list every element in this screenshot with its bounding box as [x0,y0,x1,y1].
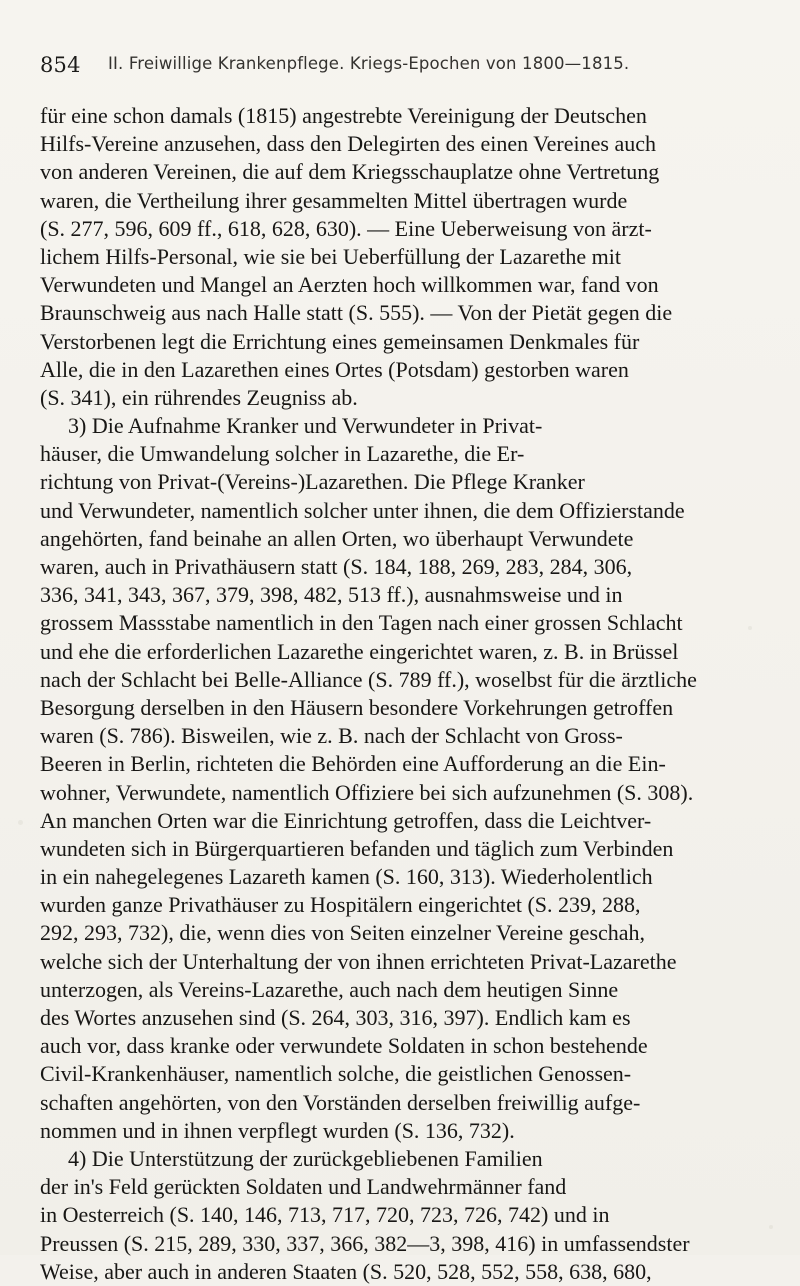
text-line: angehörten, fand beinahe an allen Orten, wo überhaupt Verwundete [40,525,634,551]
text-line: Beeren in Berlin, richteten die Behörden eine Aufforderung an die Ein- [40,751,666,777]
text-line: und Verwundeter, namentlich solcher unter ihnen, die dem Offizierstande [40,497,685,523]
page-number: 854 [40,53,81,77]
text-line: unterzogen, als Vereins-Lazarethe, auch nach dem heutigen Sinne [40,976,619,1002]
text-line: Preussen (S. 215, 289, 330, 337, 366, 382—3, 398, 416) in umfassendster [40,1230,690,1256]
text-line: An manchen Orten war die Einrichtung getroffen, dass die Leichtver- [40,807,652,833]
text-line: Weise, aber auch in anderen Staaten (S. 520, 528, 552, 558, 638, 680, [40,1258,652,1284]
text-line: waren, die Vertheilung ihrer gesammelten Mittel übertragen wurde [40,187,628,213]
text-line: lichem Hilfs-Personal, wie sie bei Ueberfüllung der Lazarethe mit [40,243,621,269]
text-line: Civil-Krankenhäuser, namentlich solche, die geistlichen Genossen- [40,1061,632,1087]
text-line: in Oesterreich (S. 140, 146, 713, 717, 720, 723, 726, 742) und in [40,1202,610,1228]
text-line: auch vor, dass kranke oder verwundete Soldaten in schon bestehende [40,1033,648,1059]
text-line: und ehe die erforderlichen Lazarethe eingerichtet waren, z. B. in Brüssel [40,638,679,664]
text-line: 336, 341, 343, 367, 379, 398, 482, 513 ff.), ausnahmsweise und in [40,582,623,608]
text-line: Alle, die in den Lazarethen eines Ortes (Potsdam) gestorben waren [40,356,629,382]
text-line: für eine schon damals (1815) angestrebte Vereinigung der Deutschen [40,103,647,128]
text-line: von anderen Vereinen, die auf dem Kriegsschauplatze ohne Vertretung [40,159,660,185]
section-heading-line: richtung von Privat-(Vereins-)Lazarethen. Die Pflege Kranker [40,469,585,495]
paper-stain [18,820,23,825]
text-line: waren, auch in Privathäusern statt (S. 184, 188, 269, 283, 284, 306, [40,554,633,579]
body-text [40,102,765,1286]
text-line: Braunschweig aus nach Halle statt (S. 555). — Von der Pietät gegen die [40,300,673,326]
section-heading-line: 3) Die Aufnahme Kranker und Verwundeter in Privat- [68,413,543,439]
section-heading-line: 4) Die Unterstützung der zurückgebliebenen Familien [68,1145,543,1171]
text-line: grossem Massstabe namentlich in den Tagen nach einer grossen Schlacht [40,610,683,636]
text-line: 292, 293, 732), die, wenn dies von Seiten einzelner Vereine geschah, [40,920,646,946]
section-heading-line: der in's Feld gerückten Soldaten und Landwehrmänner fand [40,1174,567,1200]
text-line: Hilfs-Vereine anzusehen, dass den Delegirten des einen Vereines auch [40,131,656,157]
page-header [40,53,760,81]
paper-stain [769,1225,773,1229]
text-line: Verstorbenen legt die Errichtung eines gemeinsamen Denkmales für [40,328,640,354]
text-line: nommen und in ihnen verpflegt wurden (S. 136, 732). [40,1117,515,1143]
text-line: welche sich der Unterhaltung der von ihnen errichteten Privat-Lazarethe [40,948,677,974]
text-line: Besorgung derselben in den Häusern besondere Vorkehrungen getroffen [40,694,674,720]
text-line: (S. 277, 596, 609 ff., 618, 628, 630). — Eine Ueberweisung von ärzt- [40,215,652,241]
text-line: des Wortes anzusehen sind (S. 264, 303, 316, 397). Endlich kam es [40,1005,631,1030]
text-line: Verwundeten und Mangel an Aerzten hoch willkommen war, fand von [40,272,659,298]
text-line: wohner, Verwundete, namentlich Offiziere bei sich aufzunehmen (S. 308). [40,779,694,805]
text-line: in ein nahegelegenes Lazareth kamen (S. 160, 313). Wiederholentlich [40,864,653,890]
running-head: II. Freiwillige Krankenpflege. Kriegs-Epochen von 1800—1815. [108,54,630,73]
text-line: nach der Schlacht bei Belle-Alliance (S. 789 ff.), woselbst für die ärztliche [40,666,697,692]
text-line: waren (S. 786). Bisweilen, wie z. B. nach der Schlacht von Gross- [40,723,623,749]
text-line: wurden ganze Privathäuser zu Hospitälern eingerichtet (S. 239, 288, [40,892,641,918]
text-line: (S. 341), ein rührendes Zeugniss ab. [40,384,358,410]
text-line: wundeten sich in Bürgerquartieren befanden und täglich zum Verbinden [40,835,674,861]
section-heading-line: häuser, die Umwandelung solcher in Lazarethe, die Er- [40,441,525,467]
text-line: schaften angehörten, von den Vorständen derselben freiwillig aufge- [40,1089,641,1115]
